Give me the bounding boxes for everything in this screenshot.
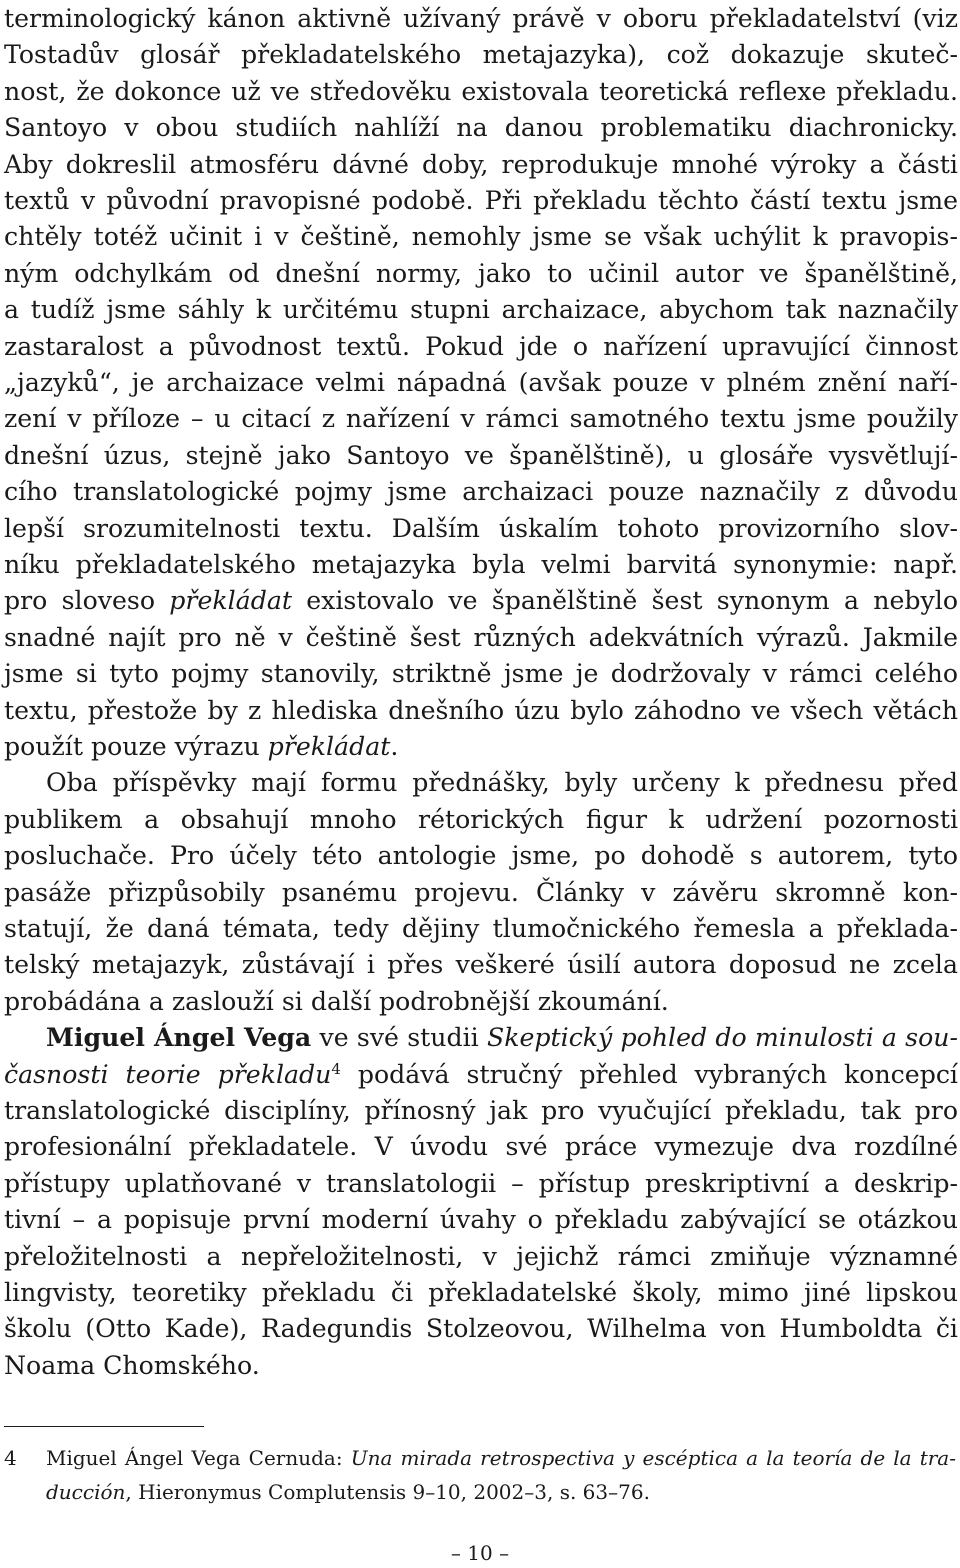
- line-text: pro sloveso: [4, 586, 170, 616]
- body-line: tivní – a popisuje první moderní úvahy o překladu zabývající se otázkou: [4, 1205, 958, 1235]
- body-line: [4, 1056, 958, 1093]
- body-line: [4, 1019, 958, 1056]
- body-line: jsme si tyto pojmy stanovily, striktně jsme je dodržovaly v rámci celého: [4, 659, 958, 689]
- body-line: Oba příspěvky mají formu přednášky, byly určeny k přednesu před: [46, 768, 958, 798]
- line-text: , Hieronymus Complutensis 9–10, 2002–3, s. 63–76.: [125, 1480, 650, 1504]
- footnote-line: [46, 1441, 956, 1475]
- body-line: Tostadův glosář překladatelského metajazyka), což dokazuje skuteč-: [4, 40, 958, 70]
- footnote-line: [46, 1475, 956, 1509]
- line-text: podává stručný přehled vybraných koncepcí: [340, 1059, 958, 1089]
- body-line: „jazyků“, je archaizace velmi nápadná (avšak pouze v plném znění naří-: [4, 368, 958, 397]
- page-number: – 10 –: [450, 1541, 510, 1565]
- body-line: publikem a obsahují mnoho rétorických figur k udržení pozornosti: [4, 804, 958, 834]
- emphasis-text: Una mirada retrospectiva y escéptica a la teoría de la tra-: [350, 1446, 956, 1470]
- emphasis-text: Skeptický pohled do minulosti a sou-: [486, 1023, 958, 1053]
- body-line: statují, že daná témata, tedy dějiny tlumočnického řemesla a překlada-: [4, 914, 958, 943]
- emphasis-text: překládat: [267, 732, 391, 761]
- body-line: profesionální překladatele. V úvodu své práce vymezuje dva rozdílné: [4, 1132, 958, 1162]
- footnote-number: 4: [4, 1446, 17, 1470]
- line-text: Miguel Ángel Vega Cernuda:: [46, 1446, 351, 1470]
- body-line: cího translatologické pojmy jsme archaizaci pouze naznačily z důvodu: [4, 477, 958, 507]
- body-line: chtěly totéž učinit i v češtině, nemohly jsme se však uchýlit k pravopis-: [4, 222, 958, 252]
- body-line: a tudíž jsme sáhly k určitému stupni archaizace, abychom tak naznačily: [4, 295, 958, 325]
- body-line: Santoyo v obou studiích nahlíží na danou problematiku diachronicky.: [4, 113, 958, 143]
- body-line: ným odchylkám od dnešní normy, jako to učinil autor ve španělštině,: [4, 258, 958, 288]
- line-text: existovalo ve španělštině šest synonym a nebylo: [291, 586, 958, 616]
- body-line: textu, přestože by z hlediska dnešního úzu bylo záhodno ve všech větách: [4, 695, 958, 725]
- body-line: lepší srozumitelnosti textu. Dalším úskalím tohoto provizorního slov-: [4, 513, 958, 543]
- author-name: Miguel Ángel Vega: [46, 1022, 312, 1053]
- body-line: nost, že dokonce už ve středověku existovala teoretická reflexe překladu.: [4, 76, 958, 106]
- body-line: translatologické disciplíny, přínosný jak pro vyučující překladu, tak pro: [4, 1096, 958, 1125]
- body-line: pasáže přizpůsobily psanému projevu. Články v závěru skromně kon-: [4, 877, 958, 907]
- line-text: .: [390, 732, 399, 761]
- body-line: snadné najít pro ně v češtině šest různých adekvátních výrazů. Jakmile: [4, 622, 958, 652]
- body-line: probádána a zaslouží si další podrobnější zkoumání.: [4, 986, 669, 1016]
- body-line: [4, 582, 958, 619]
- emphasis-text: překládat: [169, 586, 292, 616]
- footnote-separator: [4, 1426, 204, 1427]
- body-line: textů v původní pravopisné podobě. Při překladu těchto částí textu jsme: [4, 186, 958, 215]
- emphasis-text: časnosti teorie překladu: [4, 1059, 332, 1089]
- body-line: Noama Chomského.: [4, 1350, 260, 1380]
- body-line: školu (Otto Kade), Radegundis Stolzeovou, Wilhelma von Humboldta či: [4, 1314, 958, 1344]
- line-text: použít pouze výrazu: [4, 732, 268, 761]
- body-line: terminologický kánon aktivně užívaný právě v oboru překladatelství (viz: [4, 4, 958, 33]
- body-line: dnešní úzus, stejně jako Santoyo ve španělštině), u glosáře vysvětlují-: [4, 440, 958, 470]
- body-line: přeložitelnosti a nepřeložitelnosti, v jejichž rámci zmiňuje významné: [4, 1241, 958, 1271]
- body-line: telský metajazyk, zůstávají i přes veškeré úsilí autora doposud ne zcela: [4, 950, 958, 980]
- emphasis-text: ducción: [46, 1480, 126, 1504]
- body-line: zastaralost a původnost textů. Pokud jde o nařízení upravující činnost: [4, 331, 958, 361]
- body-line: níku překladatelského metajazyka byla velmi barvitá synonymie: např.: [4, 550, 958, 579]
- footnote-marker: 4: [331, 1059, 341, 1078]
- body-line: přístupy uplatňované v translatologii – přístup preskriptivní a deskrip-: [4, 1168, 958, 1198]
- line-text: ve své studii: [311, 1023, 487, 1053]
- body-line: lingvisty, teoretiky překladu či překladatelské školy, mimo jiné lipskou: [4, 1278, 958, 1307]
- body-line: Aby dokreslil atmosféru dávné doby, reprodukuje mnohé výroky a části: [4, 149, 958, 179]
- body-line: zení v příloze – u citací z nařízení v rámci samotného textu jsme použily: [4, 404, 958, 434]
- body-line: posluchače. Pro účely této antologie jsme, po dohodě s autorem, tyto: [4, 841, 958, 871]
- body-line: [4, 728, 958, 765]
